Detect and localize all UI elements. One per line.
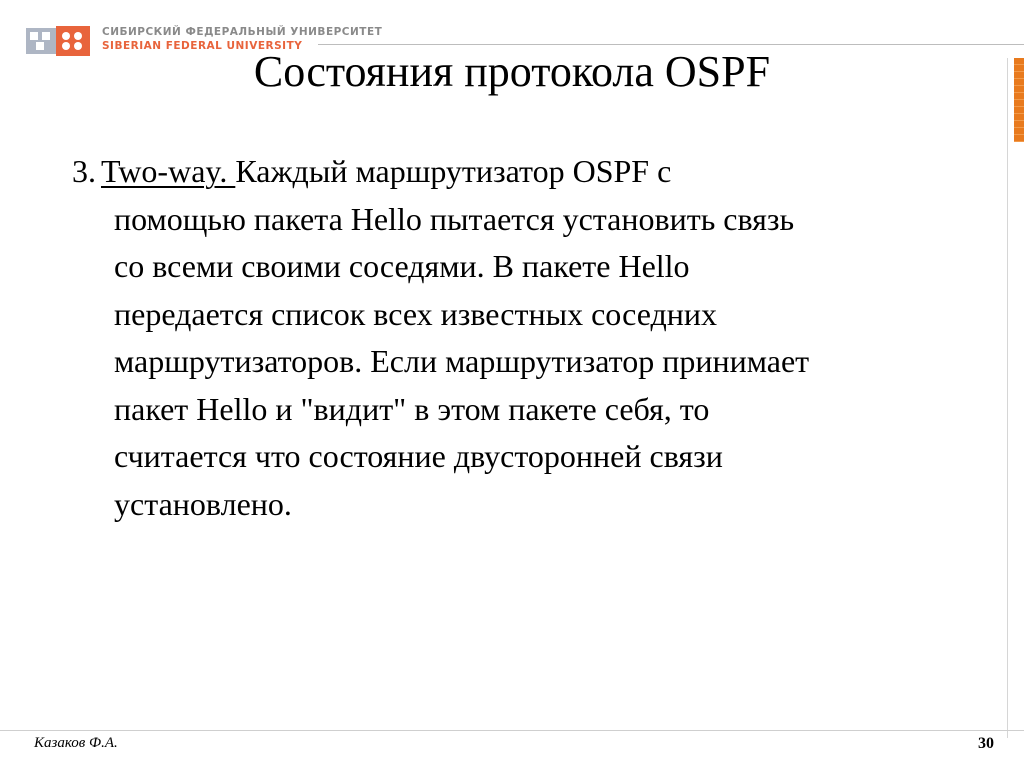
right-divider <box>1007 58 1008 738</box>
logo-text-ru: СИБИРСКИЙ ФЕДЕРАЛЬНЫЙ УНИВЕРСИТЕТ <box>102 26 383 38</box>
item-line: маршрутизаторов. Если маршрутизатор принимает <box>114 343 810 379</box>
item-line: установлено. <box>114 485 292 522</box>
item-first-line <box>101 148 671 196</box>
item-line: считается что состояние двусторонней связи <box>114 438 723 474</box>
item-number: 3. <box>72 153 96 189</box>
item-heading: Two-way. <box>101 153 236 189</box>
footer-divider <box>0 730 1024 731</box>
page-number: 30 <box>978 735 994 752</box>
item-line: со всеми своими соседями. В пакете Hello <box>114 248 690 284</box>
item-line: помощью пакета Hello пытается установить связь <box>114 200 795 237</box>
footer-author: Казаков Ф.А. <box>34 735 118 751</box>
item-first-line-text: Каждый маршрутизатор OSPF с <box>235 153 672 189</box>
item-line: передается список всех известных соседних <box>114 295 717 332</box>
item-line: пакет Hello и "видит" в этом пакете себя, то <box>114 390 710 427</box>
logo-text-en: SIBERIAN FEDERAL UNIVERSITY <box>102 40 303 52</box>
slide-title: Состояния протокола OSPF <box>253 47 771 96</box>
